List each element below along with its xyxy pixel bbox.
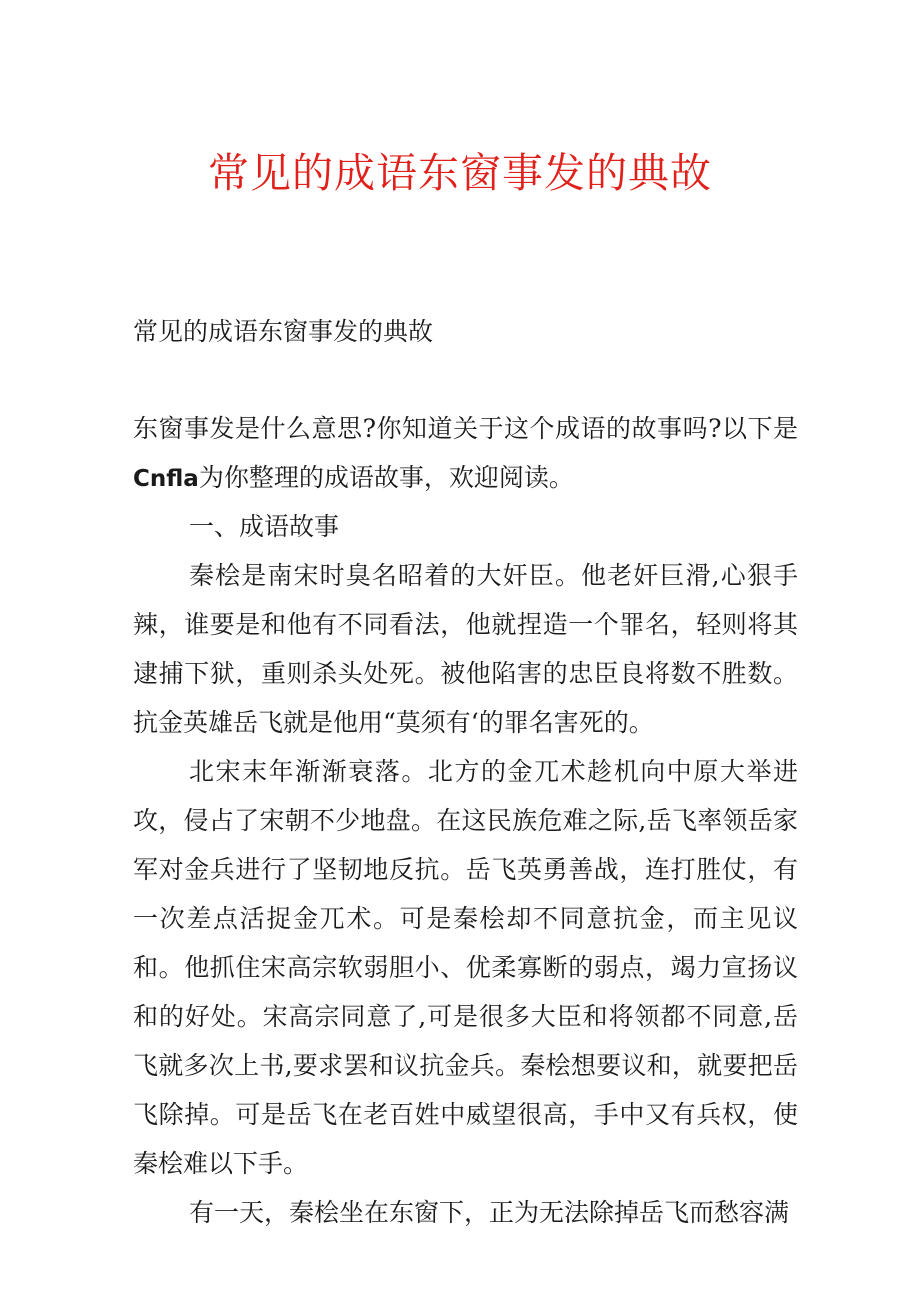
brand-name: Cnfla (133, 466, 199, 492)
intro-text-after: 为你整理的成语故事，欢迎阅读。 (198, 463, 574, 492)
story-paragraph-2: 北宋末年渐渐衰落。北方的金兀术趁机向中原大举进攻，侵占了宋朝不少地盘。在这民族危难之际,岳飞率领岳家军对金兵进行了坚韧地反抗。岳飞英勇善战，连打胜仗，有一次差点活捉金兀术。可是秦桧却不同意抗金，而主见议和。他抓住宋高宗软弱胆小、优柔寡断的弱点，竭力宣扬议和的好处。宋高宗同意了,可是很多大臣和将领都不同意,岳飞就多次上书,要求罢和议抗金兵。秦桧想要议和，就要把岳飞除掉。可是岳飞在老百姓中威望很高，手中又有兵权，使秦桧难以下手。 (133, 757, 798, 1178)
story-body (133, 502, 798, 1237)
intro-paragraph (133, 404, 798, 504)
section-heading: 一、成语故事 (189, 512, 340, 541)
intro-block (133, 404, 798, 504)
document-subtitle: 常见的成语东窗事发的典故 (133, 317, 434, 346)
story-paragraph-1: 秦桧是南宋时臭名昭着的大奸臣。他老奸巨滑,心狠手辣，谁要是和他有不同看法，他就捏造一个罪名，轻则将其逮捕下狱，重则杀头处死。被他陷害的忠臣良将数不胜数。抗金英雄岳飞就是他用“莫须有‘的罪名害死的。 (133, 561, 798, 737)
document-title: 常见的成语东窗事发的典故 (208, 149, 712, 197)
intro-text-before: 东窗事发是什么意思?你知道关于这个成语的故事吗?以下是 (133, 414, 798, 443)
story-paragraph-3: 有一天，秦桧坐在东窗下，正为无法除掉岳飞而愁容满 (189, 1198, 790, 1227)
